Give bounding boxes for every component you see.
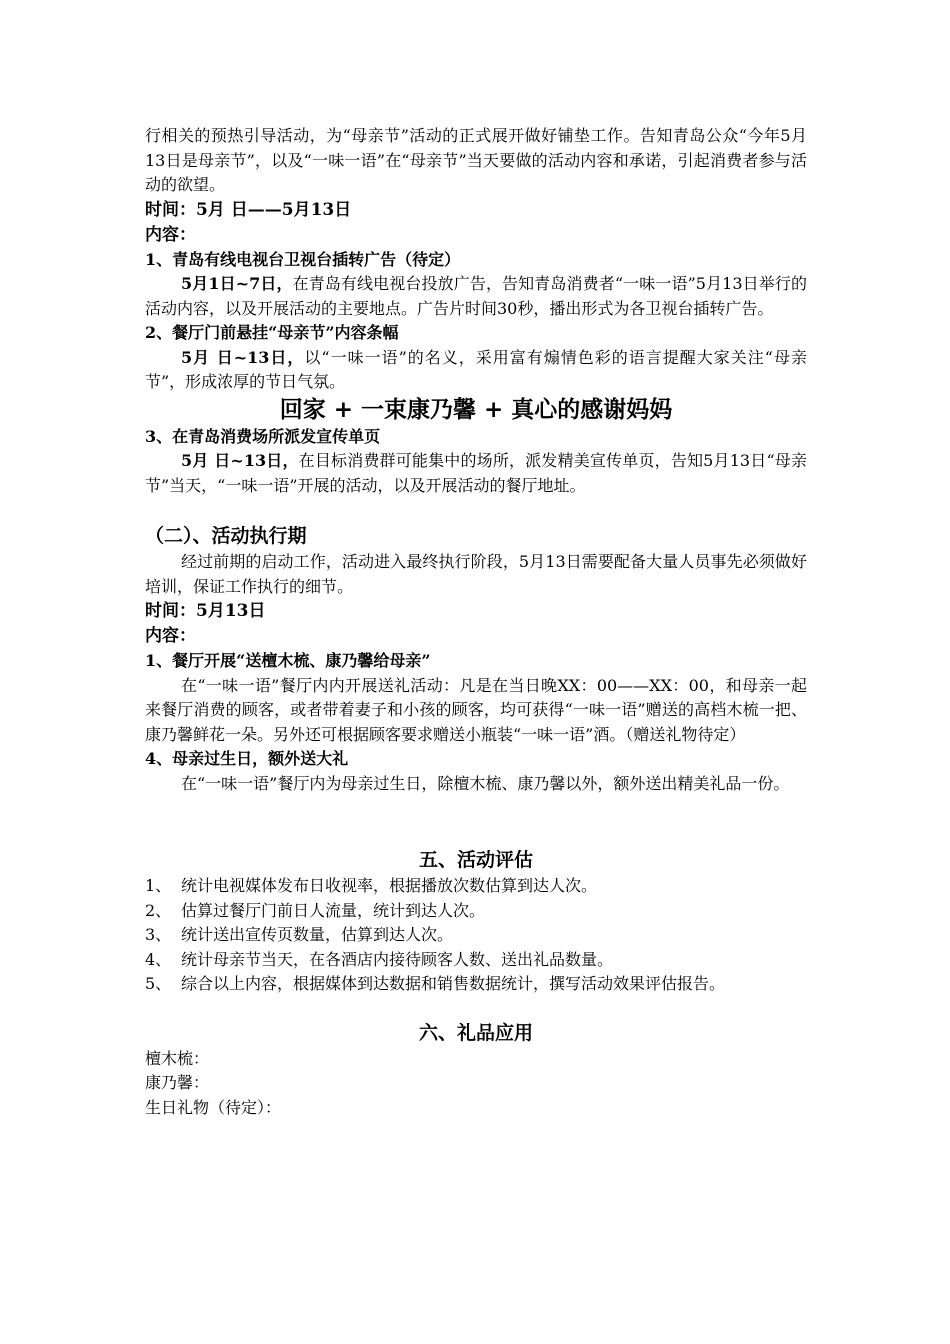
list-item [145,899,807,924]
document-page [145,124,807,1120]
list-item-text: 统计送出宣传页数量，估算到达人次。 [181,925,454,944]
phase2-paragraph: 经过前期的启动工作，活动进入最终执行阶段，5月13日需要配备大量人员事先必须做好培训，保证工作执行的细节。 [145,552,807,596]
item3-paragraph [145,449,807,498]
item3-lead: 5月 日~13日， [181,451,299,470]
gift-birthday: 生日礼物（待定）： [145,1097,282,1117]
item3-body: 在目标消费群可能集中的场所，派发精美宣传单页，告知5月13日“母亲节”当天，“一味一语”开展的活动，以及开展活动的餐厅地址。 [145,451,807,495]
item2-title: 2、餐厅门前悬挂“母亲节”内容条幅 [145,323,399,342]
item2-body: 以“一味一语”的名义，采用富有煽情色彩的语言提醒大家关注“母亲节”，形成浓厚的节日气氛。 [145,347,807,391]
slogan: 回家 + 一束康乃馨 + 真心的感谢妈妈 [279,396,673,423]
intro-time: 时间：5月 日——5月13日 [145,199,352,220]
list-item-text: 统计电视媒体发布日收视率，根据播放次数估算到达人次。 [181,876,598,895]
item2-lead: 5月 日~13日， [181,347,305,367]
phase2-item4-title: 4、母亲过生日，额外送大礼 [145,749,349,768]
list-item-text: 统计母亲节当天，在各酒店内接待顾客人数、送出礼品数量。 [181,949,614,969]
phase2-item1-body: 在“一味一语”餐厅内内开展送礼活动：凡是在当日晚XX：00——XX：00，和母亲一起来餐厅消费的顾客，或者带着妻子和小孩的顾客，均可获得“一味一语”赠送的高档木梳一把、康乃馨鲜花一朵。另外还可根据顾客要求赠送小瓶装“一味一语”酒。（赠送礼物待定） [145,675,807,744]
phase2-item4-body: 在“一味一语”餐厅内为母亲过生日，除檀木梳、康乃馨以外，额外送出精美礼品一份。 [181,773,790,793]
list-item-number: 1、 [145,876,172,895]
item1-body: 在青岛有线电视台投放广告，告知青岛消费者“一味一语”5月13日举行的活动内容，以及开展活动的主要地点。广告片时间30秒，播出形式为各卫视台插转广告。 [145,274,807,318]
item1-paragraph [145,272,807,321]
list-item-number: 4、 [145,949,172,969]
list-item [145,874,807,899]
list-item [145,948,807,973]
gifts-heading: 六、礼品应用 [418,1021,533,1044]
item3-title: 3、在青岛消费场所派发宣传单页 [145,426,381,446]
intro-paragraph: 行相关的预热引导活动，为“母亲节”活动的正式展开做好铺垫工作。告知青岛公众“今年5月13日是母亲节”，以及“一味一语”在“母亲节”当天要做的活动内容和承诺，引起消费者参与活动的欲望。 [145,126,807,194]
gift-carnation: 康乃馨： [145,1073,210,1092]
phase2-item1-title: 1、餐厅开展“送檀木梳、康乃馨给母亲” [145,651,431,670]
gift-comb: 檀木梳： [145,1048,210,1068]
list-item-number: 3、 [145,925,172,944]
item1-title: 1、青岛有线电视台卫视台插转广告（待定） [145,249,461,269]
phase2-heading: （二）、活动执行期 [145,525,307,547]
item2-paragraph [145,346,807,395]
list-item-text: 综合以上内容，根据媒体到达数据和销售数据统计，撰写活动效果评估报告。 [181,974,726,993]
eval-heading: 五、活动评估 [418,849,533,871]
list-item [145,972,807,997]
list-item-number: 2、 [145,900,172,920]
list-item-text: 估算过餐厅门前日人流量，统计到达人次。 [181,900,486,920]
intro-content-label: 内容： [145,224,196,245]
item1-lead: 5月1日~7日， [181,274,293,293]
eval-list [145,874,807,997]
phase2-content-label: 内容： [145,626,196,646]
list-item-number: 5、 [145,974,172,993]
list-item [145,923,807,948]
phase2-time: 时间：5月13日 [145,601,266,621]
